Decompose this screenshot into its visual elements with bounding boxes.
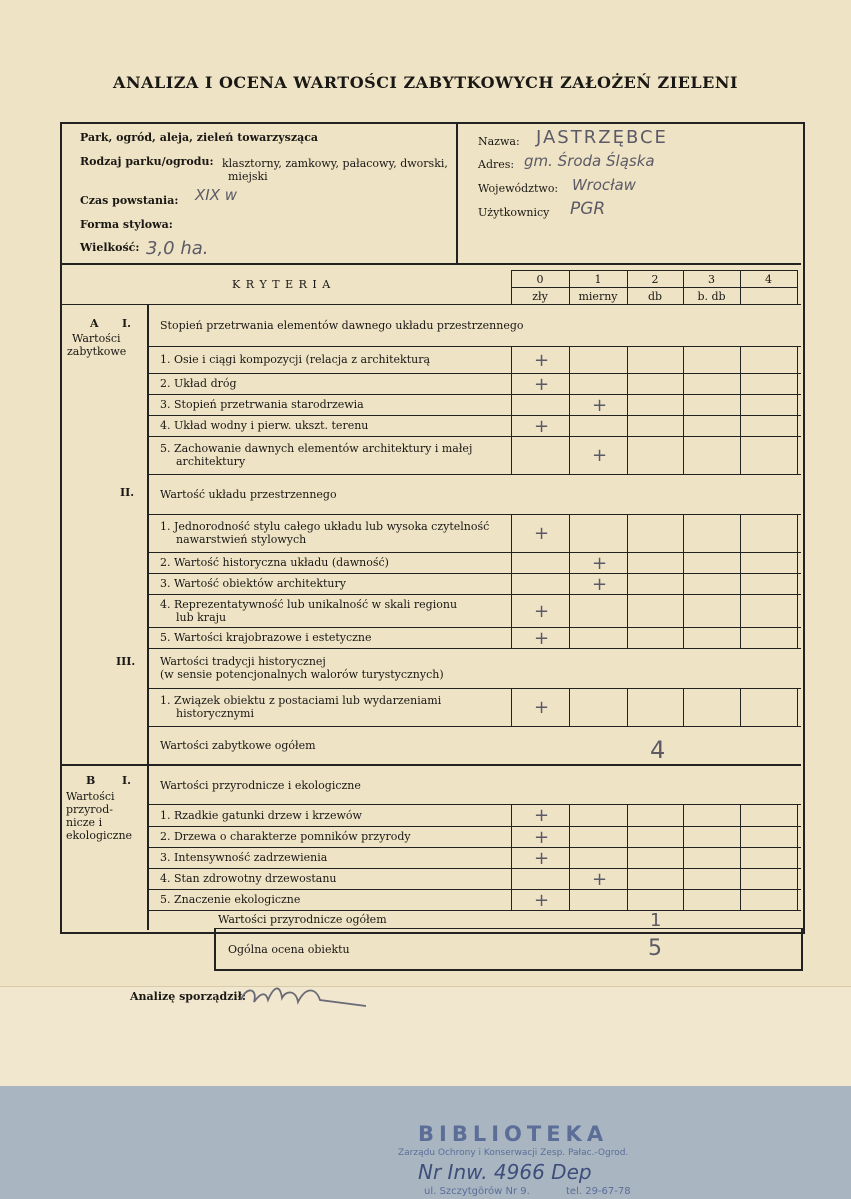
grid-line — [147, 514, 801, 515]
grid-line — [683, 627, 684, 648]
grid-line — [147, 804, 801, 805]
grid-line — [569, 847, 570, 868]
criterion-label: 5. Zachowanie dawnych elementów architektury i małej — [160, 442, 473, 455]
kind-options: klasztorny, zamkowy, pałacowy, dworski, — [222, 157, 448, 170]
header-bottom-rule — [60, 263, 801, 265]
grid-line — [740, 826, 741, 847]
grid-line — [214, 928, 801, 929]
grid-line — [569, 688, 570, 726]
grid-line — [683, 804, 684, 826]
nature-total-value: 1 — [650, 910, 662, 931]
grid-line — [740, 415, 741, 436]
grid-line — [740, 346, 741, 373]
overall-bottom-rule — [214, 969, 801, 971]
grid-line — [797, 868, 798, 889]
criterion-label: 4. Reprezentatywność lub unikalność w skali regionu — [160, 597, 458, 611]
style-label: Forma stylowa: — [80, 218, 173, 231]
grid-line — [683, 688, 684, 726]
stamp-title: BIBLIOTEKA — [418, 1122, 609, 1146]
grid-line — [797, 373, 798, 394]
grid-line — [569, 889, 570, 910]
grid-line — [627, 373, 628, 394]
grid-line — [511, 436, 512, 474]
rating-mark: + — [534, 415, 550, 437]
voivodeship-value: Wrocław — [572, 176, 636, 194]
kryteria-bottom-rule — [60, 304, 801, 305]
section-a-sub-i: I. — [122, 317, 131, 330]
grid-line — [797, 514, 798, 552]
grid-line — [740, 573, 741, 594]
grid-line — [511, 346, 512, 373]
criteria-col-2-number: 2 — [651, 273, 659, 286]
rating-mark: + — [592, 552, 608, 574]
grid-line — [740, 552, 741, 573]
grid-line — [147, 847, 801, 848]
rating-mark: + — [534, 805, 550, 826]
criterion-label: 1. Osie i ciągi kompozycji (relacja z architekturą — [160, 353, 431, 366]
grid-line — [569, 436, 570, 474]
grid-line — [147, 889, 801, 890]
grid-line — [511, 868, 512, 889]
section-b-title-2: przyrod- — [66, 803, 113, 816]
address-value: gm. Środa Śląska — [524, 152, 655, 170]
kind-options-2: miejski — [228, 170, 268, 183]
section-a-title-1: Wartości — [72, 332, 121, 345]
grid-line — [627, 514, 628, 552]
criterion-label: 4. Układ wodny i pierw. ukszt. terenu — [160, 419, 369, 432]
rating-mark: + — [592, 868, 608, 890]
grid-line — [740, 594, 741, 627]
grid-line — [627, 594, 628, 627]
grid-line — [147, 764, 801, 765]
name-value: JASTRZĘBCE — [536, 127, 668, 148]
grid-line — [797, 804, 798, 826]
name-label: Nazwa: — [478, 135, 520, 148]
grid-line — [511, 847, 512, 868]
grid-line — [511, 514, 512, 552]
section-a-letter: A — [90, 317, 99, 330]
grid-line — [797, 346, 798, 373]
grid-line — [683, 394, 684, 415]
grid-line — [627, 436, 628, 474]
created-value: XIX w — [195, 186, 238, 204]
grid-line — [147, 394, 801, 395]
grid-line — [797, 552, 798, 573]
grid-line — [147, 373, 801, 374]
section-a-sub-iii: III. — [116, 655, 136, 668]
grid-line — [147, 594, 801, 595]
section-heading: (w sensie potencjonalnych walorów turystycznych) — [160, 668, 444, 681]
grid-line — [797, 415, 798, 436]
rating-mark: + — [534, 627, 550, 649]
grid-line — [683, 415, 684, 436]
criterion-label: 3. Wartość obiektów architektury — [160, 577, 346, 590]
rating-mark: + — [534, 847, 550, 869]
grid-line — [627, 415, 628, 436]
grid-line — [683, 573, 684, 594]
stamp-inventory: Nr Inw. 4966 Dep — [418, 1160, 592, 1184]
grid-line — [683, 594, 684, 627]
grid-line — [797, 688, 798, 726]
grid-line — [797, 394, 798, 415]
type-label: Park, ogród, aleja, zieleń towarzysząca — [80, 131, 319, 144]
grid-line — [147, 346, 801, 347]
grid-line — [683, 847, 684, 868]
grid-line — [147, 474, 801, 475]
grid-line — [740, 373, 741, 394]
overall-label: Ogólna ocena obiektu — [228, 943, 350, 956]
header-divider — [456, 122, 458, 264]
grid-line — [683, 436, 684, 474]
nature-total-label: Wartości przyrodnicze ogółem — [218, 913, 387, 926]
stamp-line1: Zarządu Ochrony i Konserwacji Zesp. Pałac.-Ogrod. — [398, 1148, 629, 1158]
rating-mark: + — [534, 600, 550, 622]
grid-line — [683, 868, 684, 889]
grid-line — [147, 910, 801, 911]
criterion-label: lub kraju — [176, 610, 227, 624]
created-label: Czas powstania: — [80, 194, 179, 207]
grid-line — [511, 394, 512, 415]
grid-line — [147, 826, 801, 827]
grid-line — [627, 889, 628, 910]
section-heading: Wartości zabytkowe ogółem — [160, 738, 316, 752]
size-value: 3,0 ha. — [146, 238, 209, 259]
grid-line — [797, 627, 798, 648]
grid-line — [511, 415, 512, 436]
grid-line — [511, 826, 512, 847]
grid-line — [740, 847, 741, 868]
section-b-letter: B — [86, 774, 96, 787]
rating-mark: + — [534, 889, 550, 911]
grid-line — [147, 627, 801, 628]
grid-line — [511, 594, 512, 627]
grid-line — [740, 889, 741, 910]
grid-line — [569, 804, 570, 826]
criterion-label: 2. Układ dróg — [160, 377, 237, 390]
grid-line — [797, 573, 798, 594]
grid-line — [797, 270, 798, 305]
section-b-title-3: nicze i — [66, 816, 103, 829]
grid-line — [511, 688, 512, 726]
size-label: Wielkość: — [80, 241, 140, 254]
grid-line — [740, 436, 741, 474]
grid-line — [740, 688, 741, 726]
criteria-col-3-label: b. db — [697, 290, 726, 303]
grid-line — [569, 514, 570, 552]
grid-line — [569, 373, 570, 394]
grid-line — [569, 415, 570, 436]
grid-line — [627, 804, 628, 826]
grid-line — [147, 415, 801, 416]
prepared-label: Analizę sporządził: — [130, 990, 246, 1003]
criteria-col-4-number: 4 — [765, 273, 772, 286]
grid-line — [511, 373, 512, 394]
section-b-title-4: ekologiczne — [66, 829, 133, 842]
criterion-label: 3. Stopień przetrwania starodrzewia — [160, 398, 364, 411]
heritage-total-value: 4 — [650, 736, 666, 764]
grid-line — [147, 726, 801, 727]
grid-line — [569, 394, 570, 415]
grid-line — [627, 688, 628, 726]
criteria-col-1-number: 1 — [594, 273, 602, 286]
section-heading: Wartości tradycji historycznej — [160, 655, 326, 668]
grid-line — [147, 868, 801, 869]
section-b-sub-i: I. — [122, 774, 131, 787]
grid-line — [569, 346, 570, 373]
grid-line — [683, 826, 684, 847]
signature — [236, 978, 386, 1018]
left-column-rule — [147, 304, 149, 930]
overall-left-rule — [214, 928, 216, 970]
grid-line — [569, 573, 570, 594]
kind-label: Rodzaj parku/ogrodu: — [80, 155, 214, 168]
criterion-label: 3. Intensywność zadrzewienia — [160, 851, 328, 864]
grid-line — [147, 573, 801, 574]
grid-line — [797, 826, 798, 847]
grid-line — [627, 868, 628, 889]
grid-line — [569, 594, 570, 627]
grid-line — [797, 889, 798, 910]
grid-line — [740, 627, 741, 648]
criteria-col-0-number: 0 — [536, 273, 544, 286]
form-title: ANALIZA I OCENA WARTOŚCI ZABYTKOWYCH ZAŁOŻEŃ ZIELENI — [113, 73, 738, 92]
grid-line — [511, 287, 797, 288]
grid-line — [740, 394, 741, 415]
grid-line — [683, 373, 684, 394]
rating-mark: + — [534, 373, 550, 395]
criterion-label: nawarstwień stylowych — [176, 533, 307, 546]
folded-paper-edge — [0, 986, 851, 1091]
rating-mark: + — [592, 573, 608, 595]
rating-mark: + — [534, 826, 550, 848]
grid-line — [511, 270, 797, 271]
grid-line — [511, 627, 512, 648]
grid-line — [147, 648, 801, 649]
grid-line — [569, 627, 570, 648]
grid-line — [627, 394, 628, 415]
grid-line — [627, 826, 628, 847]
section-b-title-1: Wartości — [66, 790, 115, 803]
criteria-col-1-label: mierny — [578, 290, 618, 303]
section-a-title-2: zabytkowe — [67, 345, 127, 358]
grid-line — [683, 346, 684, 373]
criterion-label: 1. Jednorodność stylu całego układu lub wysoka czytelność — [160, 520, 490, 533]
grid-line — [797, 436, 798, 474]
rating-mark: + — [592, 445, 608, 466]
voivodeship-label: Województwo: — [478, 182, 559, 195]
rating-mark: + — [534, 697, 550, 718]
grid-line — [683, 514, 684, 552]
grid-line — [797, 594, 798, 627]
grid-line — [740, 804, 741, 826]
criteria-col-2-label: db — [647, 290, 663, 303]
grid-line — [740, 514, 741, 552]
criterion-label: 5. Wartości krajobrazowe i estetyczne — [160, 631, 372, 644]
section-heading: Wartości przyrodnicze i ekologiczne — [160, 778, 361, 792]
grid-line — [511, 804, 512, 826]
grid-line — [147, 552, 801, 553]
grid-line — [627, 346, 628, 373]
grid-line — [569, 868, 570, 889]
grid-line — [683, 889, 684, 910]
section-heading: Wartość układu przestrzennego — [160, 487, 337, 501]
grid-line — [627, 573, 628, 594]
grid-line — [627, 847, 628, 868]
grid-line — [569, 552, 570, 573]
stamp-phone: tel. 29-67-78 — [566, 1186, 631, 1197]
criteria-col-3-number: 3 — [708, 273, 715, 286]
grid-line — [569, 826, 570, 847]
grid-line — [147, 436, 801, 437]
criterion-label: 4. Stan zdrowotny drzewostanu — [160, 872, 337, 885]
criterion-label: 1. Rzadkie gatunki drzew i krzewów — [160, 808, 362, 822]
criteria-col-0-label: zły — [532, 290, 548, 303]
grid-line — [627, 552, 628, 573]
users-value: PGR — [570, 199, 606, 219]
criteria-label: K R Y T E R I A — [232, 278, 332, 291]
stamp-address: ul. Szczytgörów Nr 9. — [424, 1186, 530, 1197]
users-label: Użytkownicy — [478, 206, 550, 219]
grid-line — [740, 868, 741, 889]
criterion-label: historycznymi — [176, 707, 254, 720]
rating-mark: + — [592, 394, 608, 416]
grid-line — [147, 688, 801, 689]
grid-line — [511, 889, 512, 910]
grid-line — [511, 552, 512, 573]
overall-value: 5 — [648, 936, 662, 961]
section-heading: Stopień przetrwania elementów dawnego układu przestrzennego — [160, 319, 524, 332]
overall-right-rule — [801, 928, 803, 971]
criterion-label: 1. Związek obiektu z postaciami lub wydarzeniami — [160, 694, 442, 707]
criterion-label: 2. Drzewa o charakterze pomników przyrody — [160, 830, 411, 843]
rating-mark: + — [534, 523, 550, 544]
grid-line — [511, 573, 512, 594]
grid-line — [797, 847, 798, 868]
grid-line — [627, 627, 628, 648]
criterion-label: 2. Wartość historyczna układu (dawność) — [160, 556, 389, 569]
criterion-label: architektury — [176, 455, 246, 468]
grid-line — [683, 552, 684, 573]
address-label: Adres: — [478, 158, 515, 171]
rating-mark: + — [534, 349, 550, 371]
section-a-sub-ii: II. — [120, 486, 135, 499]
criterion-label: 5. Znaczenie ekologiczne — [160, 893, 301, 906]
